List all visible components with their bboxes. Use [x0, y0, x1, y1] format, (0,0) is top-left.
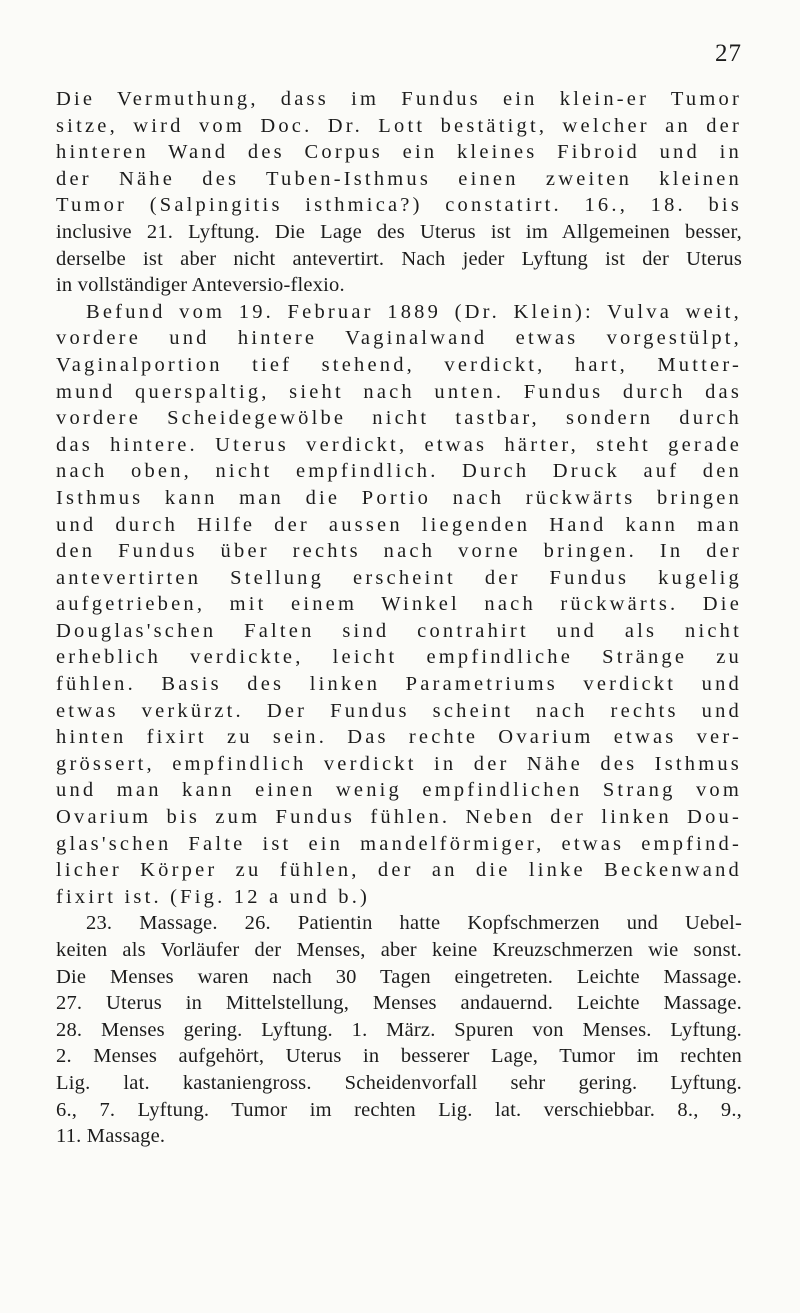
- text-line: inclusive 21. Lyftung. Die Lage des Uterus ist im Allgemeinen besser,: [56, 220, 742, 243]
- text-line: glas'schen Falte ist ein mandelförmiger, etwas empfind-: [56, 832, 742, 855]
- text-line: Tumor (Salpingitis isthmica?) constatirt. 16., 18. bis: [56, 194, 742, 217]
- text-line: Vaginalportion tief stehend, verdickt, hart, Mutter-: [56, 353, 742, 376]
- text-line: etwas verkürzt. Der Fundus scheint nach rechts und: [56, 699, 742, 722]
- text-line: Douglas'schen Falten sind contrahirt und als nicht: [56, 619, 742, 642]
- text-line: hinten fixirt zu sein. Das rechte Ovarium etwas ver-: [56, 726, 742, 749]
- text-line: das hintere. Uterus verdickt, etwas härter, steht gerade: [56, 433, 742, 456]
- text-line: keiten als Vorläufer der Menses, aber keine Kreuzschmerzen wie sonst.: [56, 939, 742, 961]
- body-text: [56, 86, 742, 1150]
- text-line: Ovarium bis zum Fundus fühlen. Neben der linken Dou-: [56, 806, 742, 829]
- page-number: 27: [715, 40, 742, 67]
- text-line: und man kann einen wenig empfindlichen Strang vom: [56, 779, 742, 802]
- text-line: fühlen. Basis des linken Parametriums verdickt und: [56, 673, 742, 696]
- text-line: licher Körper zu fühlen, der an die linke Beckenwand: [56, 859, 742, 882]
- text-line: erheblich verdickte, leicht empfindliche Stränge zu: [56, 646, 742, 669]
- text-line: Isthmus kann man die Portio nach rückwärts bringen: [56, 486, 742, 509]
- text-line: vordere und hintere Vaginalwand etwas vorgestülpt,: [56, 327, 742, 350]
- text-line: vordere Scheidegewölbe nicht tastbar, sondern durch: [56, 407, 742, 430]
- text-line: den Fundus über rechts nach vorne bringen. In der: [56, 540, 742, 563]
- text-line: 11. Massage.: [56, 1125, 166, 1148]
- text-line: aufgetrieben, mit einem Winkel nach rückwärts. Die: [56, 593, 742, 616]
- text-line: Befund vom 19. Februar 1889 (Dr. Klein): Vulva weit,: [86, 300, 742, 323]
- text-line: in vollständiger Anteversio-flexio.: [56, 274, 345, 297]
- text-line: antevertirten Stellung erscheint der Fundus kugelig: [56, 566, 742, 589]
- text-line: derselbe ist aber nicht antevertirt. Nach jeder Lyftung ist der Uterus: [56, 247, 742, 270]
- text-line: hinteren Wand des Corpus ein kleines Fibroid und in: [56, 141, 742, 164]
- text-line: Die Menses waren nach 30 Tagen eingetreten. Leichte Massage.: [56, 965, 742, 988]
- text-line: 2. Menses aufgehört, Uterus in besserer Lage, Tumor im rechten: [56, 1045, 742, 1068]
- text-line: Die Vermuthung, dass im Fundus ein klein-er Tumor: [56, 88, 742, 110]
- text-line: nach oben, nicht empfindlich. Durch Druck auf den: [56, 460, 742, 483]
- text-line: mund querspaltig, sieht nach unten. Fundus durch das: [56, 380, 742, 403]
- text-line: und durch Hilfe der aussen liegenden Hand kann man: [56, 513, 742, 536]
- text-line: sitze, wird vom Doc. Dr. Lott bestätigt, welcher an der: [56, 114, 742, 137]
- text-line: 27. Uterus in Mittelstellung, Menses andauernd. Leichte Massage.: [56, 992, 742, 1015]
- text-line: 28. Menses gering. Lyftung. 1. März. Spuren von Menses. Lyftung.: [56, 1018, 742, 1041]
- text-line: Lig. lat. kastaniengross. Scheidenvorfall sehr gering. Lyftung.: [56, 1071, 742, 1094]
- text-line: fixirt ist. (Fig. 12 a und b.): [56, 885, 371, 908]
- text-line: 23. Massage. 26. Patientin hatte Kopfschmerzen und Uebel-: [86, 912, 742, 935]
- text-line: der Nähe des Tuben-Isthmus einen zweiten kleinen: [56, 167, 742, 190]
- text-line: 6., 7. Lyftung. Tumor im rechten Lig. lat. verschiebbar. 8., 9.,: [56, 1098, 742, 1121]
- text-line: grössert, empfindlich verdickt in der Nähe des Isthmus: [56, 752, 742, 775]
